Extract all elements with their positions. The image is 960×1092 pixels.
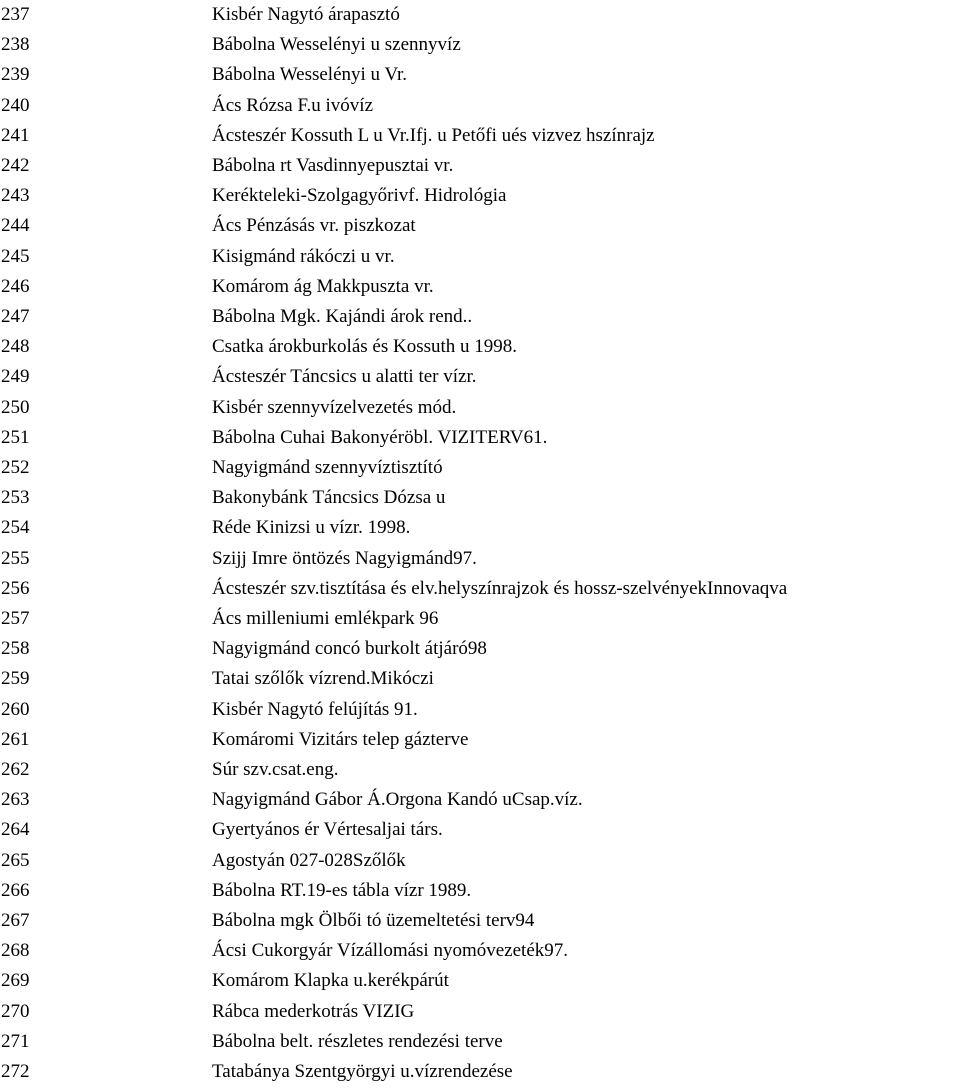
list-item bbox=[0, 242, 960, 272]
item-number: 251 bbox=[1, 426, 30, 448]
item-number: 242 bbox=[1, 155, 30, 176]
item-title: Ácsteszér Kossuth L u Vr.Ifj. u Petőfi ués vizvez hszínrajz bbox=[212, 124, 655, 146]
item-title: Csatka árokburkolás és Kossuth u 1998. bbox=[212, 336, 518, 358]
item-number: 253 bbox=[1, 487, 30, 509]
item-title: Komárom Klapka u.kerékpárút bbox=[212, 970, 449, 992]
item-title: Kerékteleki-Szolgagyőrivf. Hidrológia bbox=[212, 185, 507, 207]
list-item bbox=[0, 362, 960, 392]
list-item bbox=[0, 302, 960, 332]
item-number: 243 bbox=[1, 185, 30, 207]
item-number: 266 bbox=[1, 879, 30, 901]
item-number: 258 bbox=[1, 638, 30, 660]
list-item bbox=[0, 453, 960, 483]
item-number: 239 bbox=[1, 64, 30, 86]
list-item bbox=[0, 60, 960, 90]
item-number: 244 bbox=[1, 215, 30, 237]
item-title: Bábolna Mgk. Kajándi árok rend.. bbox=[212, 306, 473, 327]
item-title: Kisbér Nagytó árapasztó bbox=[212, 4, 400, 25]
item-title: Bábolna belt. részletes rendezési terve bbox=[212, 1030, 503, 1052]
item-number: 270 bbox=[1, 1000, 30, 1022]
list-item bbox=[0, 30, 960, 60]
item-title: Réde Kinizsi u vízr. 1998. bbox=[212, 517, 411, 539]
list-item bbox=[0, 272, 960, 302]
item-number: 262 bbox=[1, 759, 30, 780]
list-item bbox=[0, 876, 960, 906]
item-number: 245 bbox=[1, 245, 30, 267]
item-title: Komáromi Vizitárs telep gázterve bbox=[212, 728, 469, 750]
item-number: 264 bbox=[1, 819, 30, 841]
list-item bbox=[0, 815, 960, 845]
list-item bbox=[0, 604, 960, 634]
item-number: 257 bbox=[1, 608, 30, 629]
item-title: Agostyán 027-028Szőlők bbox=[212, 849, 406, 871]
list-item bbox=[0, 91, 960, 121]
item-title: Kisbér szennyvízelvezetés mód. bbox=[212, 396, 457, 418]
item-title: Bábolna RT.19-es tábla vízr 1989. bbox=[212, 879, 472, 901]
item-title: Bábolna Cuhai Bakonyéröbl. VIZITERV61. bbox=[212, 426, 548, 448]
item-number: 271 bbox=[1, 1030, 30, 1052]
list-item bbox=[0, 1057, 960, 1087]
item-number: 254 bbox=[1, 517, 30, 539]
item-number: 248 bbox=[1, 336, 30, 358]
item-title: Ács milleniumi emlékpark 96 bbox=[212, 608, 439, 629]
list-item bbox=[0, 332, 960, 362]
item-number: 265 bbox=[1, 849, 30, 871]
item-title: Gyertyános ér Vértesaljai társ. bbox=[212, 819, 443, 841]
list-item bbox=[0, 151, 960, 181]
item-title: Komárom ág Makkpuszta vr. bbox=[212, 275, 434, 297]
list-item bbox=[0, 846, 960, 876]
list-item bbox=[0, 906, 960, 936]
item-number: 256 bbox=[1, 577, 30, 599]
item-number: 247 bbox=[1, 306, 30, 327]
item-title: Ács Pénzásás vr. piszkozat bbox=[212, 215, 416, 237]
item-number: 261 bbox=[1, 728, 30, 750]
item-title: Rábca mederkotrás VIZIG bbox=[212, 1000, 415, 1022]
item-title: Ács Rózsa F.u ivóvíz bbox=[212, 94, 374, 116]
list-item bbox=[0, 0, 960, 30]
list-item bbox=[0, 785, 960, 815]
item-number: 252 bbox=[1, 457, 30, 478]
item-number: 269 bbox=[1, 970, 30, 992]
item-number: 237 bbox=[1, 4, 30, 25]
item-number: 241 bbox=[1, 124, 30, 146]
list-item bbox=[0, 423, 960, 453]
item-number: 263 bbox=[1, 789, 30, 811]
list-item bbox=[0, 725, 960, 755]
item-number: 238 bbox=[1, 34, 30, 56]
item-title: Ácsteszér Táncsics u alatti ter vízr. bbox=[212, 366, 477, 388]
item-title: Nagyigmánd Gábor Á.Orgona Kandó uCsap.víz. bbox=[212, 789, 583, 811]
item-number: 267 bbox=[1, 910, 30, 931]
item-number: 272 bbox=[1, 1061, 30, 1082]
item-title: Bábolna rt Vasdinnyepusztai vr. bbox=[212, 155, 454, 176]
item-title: Bábolna mgk Ölbői tó üzemeltetési terv94 bbox=[212, 910, 535, 931]
item-title: Tatabánya Szentgyörgyi u.vízrendezése bbox=[212, 1061, 513, 1082]
item-title: Kisigmánd rákóczi u vr. bbox=[212, 245, 395, 267]
item-number: 240 bbox=[1, 94, 30, 116]
item-number: 250 bbox=[1, 396, 30, 418]
item-title: Bakonybánk Táncsics Dózsa u bbox=[212, 487, 446, 509]
list-item bbox=[0, 574, 960, 604]
list-item bbox=[0, 936, 960, 966]
item-title: Tatai szőlők vízrend.Mikóczi bbox=[212, 668, 434, 690]
item-number: 246 bbox=[1, 275, 30, 297]
item-title: Ácsi Cukorgyár Vízállomási nyomóvezeték97. bbox=[212, 940, 568, 962]
item-title: Kisbér Nagytó felújítás 91. bbox=[212, 698, 418, 720]
list-item bbox=[0, 966, 960, 996]
list-item bbox=[0, 211, 960, 241]
list-item bbox=[0, 483, 960, 513]
item-number: 249 bbox=[1, 366, 30, 388]
list-item bbox=[0, 181, 960, 211]
list-item bbox=[0, 393, 960, 423]
list-item bbox=[0, 1027, 960, 1057]
item-number: 260 bbox=[1, 698, 30, 720]
item-title: Bábolna Wesselényi u szennyvíz bbox=[212, 34, 461, 56]
item-title: Ácsteszér szv.tisztítása és elv.helyszínrajzok és hossz-szelvényekInnovaqva bbox=[212, 577, 788, 599]
item-number: 255 bbox=[1, 547, 30, 569]
item-title: Súr szv.csat.eng. bbox=[212, 759, 339, 780]
list-item bbox=[0, 634, 960, 664]
list-item bbox=[0, 695, 960, 725]
list-item bbox=[0, 544, 960, 574]
item-title: Bábolna Wesselényi u Vr. bbox=[212, 64, 408, 86]
list-item bbox=[0, 121, 960, 151]
item-title: Szijj Imre öntözés Nagyigmánd97. bbox=[212, 547, 477, 569]
item-number: 259 bbox=[1, 668, 30, 690]
item-title: Nagyigmánd concó burkolt átjáró98 bbox=[212, 638, 487, 660]
list-item bbox=[0, 997, 960, 1027]
list-item bbox=[0, 664, 960, 694]
item-title: Nagyigmánd szennyvíztisztító bbox=[212, 457, 443, 478]
item-number: 268 bbox=[1, 940, 30, 962]
list-item bbox=[0, 755, 960, 785]
list-item bbox=[0, 513, 960, 543]
